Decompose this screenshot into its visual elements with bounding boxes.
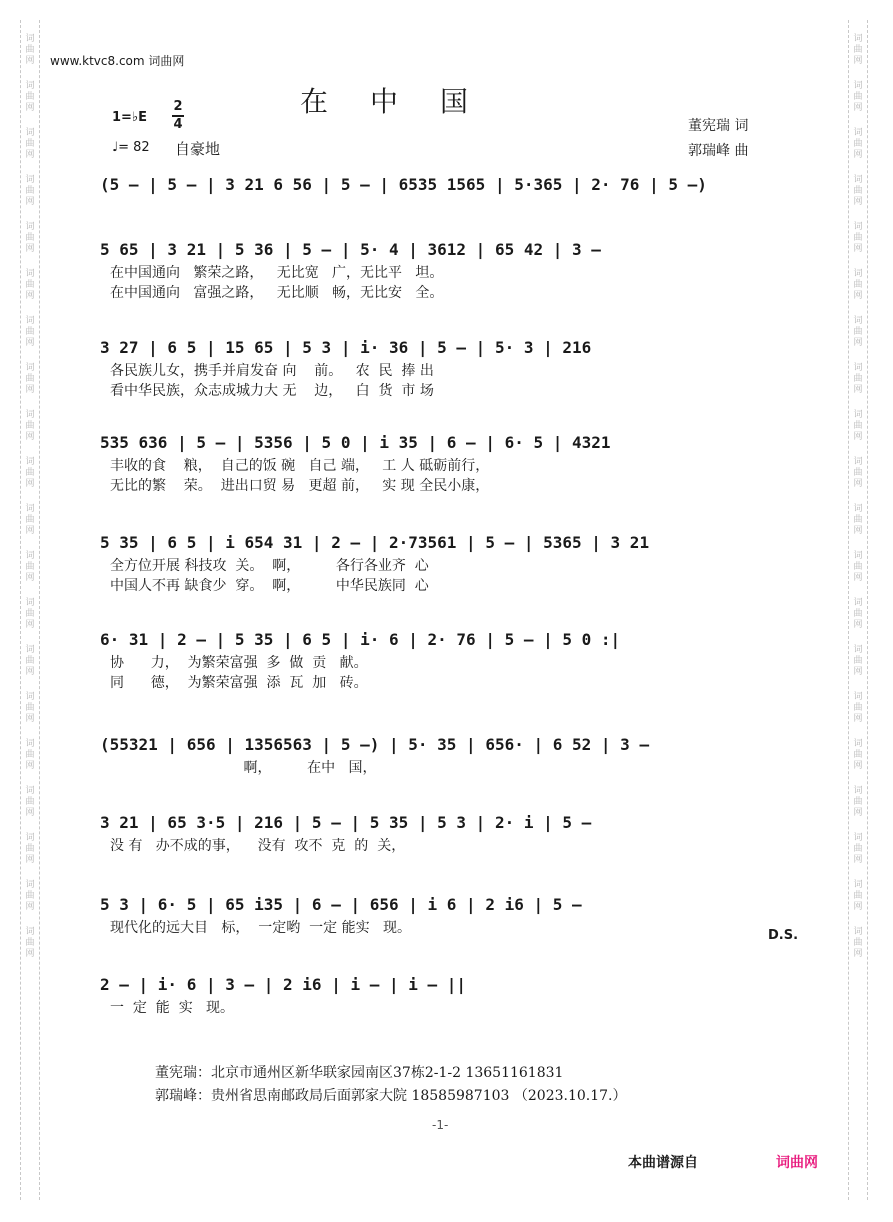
watermark-glyph: 曲 — [853, 656, 863, 666]
watermark-glyph: 网 — [25, 103, 35, 113]
watermark-glyph: 词 — [25, 833, 35, 843]
lyric-line: 各民族儿女，携手并肩发奋 向 前。 农 民 捧 出 — [110, 363, 434, 379]
source-brand[interactable]: 词曲网 — [776, 1155, 818, 1171]
watermark-glyph: 网 — [25, 808, 35, 818]
watermark-glyph: 网 — [853, 338, 863, 348]
watermark-glyph: 网 — [853, 150, 863, 160]
watermark-glyph: 网 — [853, 949, 863, 959]
lyric-line: 丰收的食 粮， 自己的饭 碗 自己 端， 工 人 砥砺前行， — [110, 458, 490, 474]
watermark-glyph: 网 — [853, 808, 863, 818]
lyric-line: 啊， 在中 国， — [110, 760, 377, 776]
watermark-glyph: 词 — [853, 34, 863, 44]
watermark-glyph: 曲 — [853, 750, 863, 760]
watermark-glyph: 曲 — [25, 280, 35, 290]
watermark-glyph: 曲 — [853, 233, 863, 243]
watermark-glyph: 曲 — [25, 844, 35, 854]
watermark-glyph: 曲 — [853, 186, 863, 196]
watermark-glyph: 词 — [25, 504, 35, 514]
staff-line — [100, 433, 785, 495]
watermark-glyph: 词 — [853, 269, 863, 279]
watermark-glyph: 词 — [853, 551, 863, 561]
watermark-glyph: 词 — [25, 316, 35, 326]
watermark-glyph: 网 — [853, 667, 863, 677]
contact-composer: 郭瑞峰：贵州省思南邮政局后面郭家大院 18585987103 （2023.10.17.） — [155, 1088, 627, 1104]
watermark-glyph: 曲 — [853, 797, 863, 807]
song-title: 在中国 — [300, 85, 511, 118]
watermark-glyph: 网 — [853, 197, 863, 207]
lyric-line: 中国人不再 缺食少 穿。 啊， 中华民族同 心 — [110, 578, 429, 594]
watermark-glyph: 曲 — [25, 92, 35, 102]
watermark-glyph: 网 — [25, 949, 35, 959]
watermark-glyph: 词 — [853, 222, 863, 232]
watermark-glyph: 网 — [25, 573, 35, 583]
watermark-glyph: 词 — [853, 833, 863, 843]
watermark-glyph: 网 — [25, 620, 35, 630]
time-signature — [172, 100, 184, 132]
staff-line — [100, 240, 785, 302]
watermark-glyph: 词 — [25, 128, 35, 138]
watermark-glyph: 词 — [853, 81, 863, 91]
watermark-glyph: 曲 — [853, 139, 863, 149]
lyric-line: 全方位开展 科技攻 关。 啊， 各行各业齐 心 — [110, 558, 429, 574]
watermark-glyph: 词 — [25, 692, 35, 702]
watermark-glyph: 曲 — [853, 45, 863, 55]
watermark-glyph: 网 — [25, 338, 35, 348]
watermark-glyph: 网 — [853, 432, 863, 442]
watermark-glyph: 词 — [25, 222, 35, 232]
watermark-glyph: 曲 — [25, 750, 35, 760]
staff-notes: 3 21 | 65 3·5 | 216 | 5 – | 5 35 | 5 3 | 2· i | 5 – — [100, 813, 592, 832]
staff-notes: 5 3 | 6· 5 | 65 i35 | 6 – | 656 | i 6 | 2 i6 | 5 – — [100, 895, 582, 914]
lyric-line: 在中国通向 富强之路， 无比顺 畅，无比安 全。 — [110, 285, 444, 301]
staff-notes: (55321 | 656 | 1356563 | 5 –) | 5· 35 | 656· | 6 52 | 3 – — [100, 735, 650, 754]
watermark-glyph: 词 — [853, 316, 863, 326]
watermark-glyph: 词 — [853, 739, 863, 749]
lyric-line: 无比的繁 荣。 进出口贸 易 更超 前， 实 现 全民小康， — [110, 478, 490, 494]
watermark-glyph: 曲 — [853, 703, 863, 713]
watermark-glyph: 词 — [853, 175, 863, 185]
staff-notes: 5 35 | 6 5 | i 654 31 | 2 – | 2·73561 | 5 – | 5365 | 3 21 — [100, 533, 650, 552]
watermark-glyph: 网 — [853, 573, 863, 583]
watermark-glyph: 网 — [853, 855, 863, 865]
watermark-glyph: 曲 — [853, 280, 863, 290]
staff-notes: 2 – | i· 6 | 3 – | 2 i6 | i – | i – || — [100, 975, 467, 994]
watermark-glyph: 网 — [853, 385, 863, 395]
watermark-glyph: 网 — [25, 244, 35, 254]
contact-lyricist: 董宪瑞：北京市通州区新华联家园南区37栋2-1-2 13651161831 — [155, 1065, 564, 1081]
watermark-glyph: 曲 — [25, 609, 35, 619]
watermark-glyph: 网 — [25, 667, 35, 677]
time-signature-top: 2 — [173, 99, 183, 114]
staff-line — [100, 630, 785, 692]
watermark-glyph: 词 — [853, 880, 863, 890]
watermark-glyph: 词 — [25, 269, 35, 279]
staff-notes: (5 – | 5 – | 3 21 6 56 | 5 – | 6535 1565 | 5·365 | 2· 76 | 5 –) — [100, 175, 707, 194]
watermark-glyph: 网 — [853, 714, 863, 724]
watermark-glyph: 网 — [853, 244, 863, 254]
watermark-glyph: 曲 — [25, 421, 35, 431]
watermark-strip-right — [848, 20, 868, 1200]
watermark-glyph: 网 — [853, 526, 863, 536]
watermark-glyph: 网 — [853, 291, 863, 301]
watermark-glyph: 词 — [25, 927, 35, 937]
lyric-line: 同 德， 为繁荣富强 添 瓦 加 砖。 — [110, 675, 368, 691]
watermark-glyph: 网 — [25, 761, 35, 771]
watermark-glyph: 曲 — [25, 938, 35, 948]
watermark-glyph: 曲 — [25, 374, 35, 384]
watermark-glyph: 曲 — [853, 515, 863, 525]
staff-line — [100, 975, 785, 1017]
watermark-glyph: 词 — [25, 598, 35, 608]
watermark-glyph: 网 — [25, 714, 35, 724]
watermark-glyph: 网 — [25, 479, 35, 489]
watermark-glyph: 词 — [853, 786, 863, 796]
watermark-glyph: 网 — [25, 902, 35, 912]
watermark-glyph: 曲 — [853, 562, 863, 572]
watermark-glyph: 网 — [25, 56, 35, 66]
staff-notes: 6· 31 | 2 – | 5 35 | 6 5 | i· 6 | 2· 76 | 5 – | 5 0 :| — [100, 630, 621, 649]
lyric-line: 在中国通向 繁荣之路， 无比宽 广，无比平 坦。 — [110, 265, 444, 281]
watermark-glyph: 网 — [853, 479, 863, 489]
watermark-glyph: 词 — [853, 692, 863, 702]
watermark-glyph: 曲 — [25, 45, 35, 55]
watermark-glyph: 曲 — [853, 468, 863, 478]
watermark-glyph: 网 — [853, 902, 863, 912]
lyric-line: 看中华民族，众志成城力大 无 边， 白 货 市 场 — [110, 383, 434, 399]
watermark-glyph: 词 — [853, 504, 863, 514]
watermark-glyph: 词 — [25, 786, 35, 796]
watermark-glyph: 网 — [25, 526, 35, 536]
watermark-glyph: 网 — [853, 761, 863, 771]
watermark-glyph: 词 — [853, 927, 863, 937]
watermark-glyph: 词 — [25, 81, 35, 91]
staff-line — [100, 895, 785, 937]
watermark-glyph: 词 — [25, 880, 35, 890]
watermark-glyph: 词 — [25, 457, 35, 467]
staff-line — [100, 533, 785, 595]
watermark-glyph: 曲 — [853, 92, 863, 102]
ds-mark: D.S. — [768, 928, 799, 943]
watermark-glyph: 曲 — [25, 797, 35, 807]
composer-credit: 郭瑞峰 曲 — [688, 143, 749, 159]
staff-line — [100, 175, 785, 197]
watermark-glyph: 网 — [25, 385, 35, 395]
staff-notes: 3 27 | 6 5 | 15 65 | 5 3 | i· 36 | 5 – | 5· 3 | 216 — [100, 338, 592, 357]
lyric-line: 一 定 能 实 现。 — [110, 1000, 235, 1016]
watermark-glyph: 词 — [25, 34, 35, 44]
watermark-glyph: 曲 — [853, 609, 863, 619]
watermark-glyph: 词 — [25, 363, 35, 373]
watermark-glyph: 词 — [853, 128, 863, 138]
watermark-glyph: 曲 — [25, 327, 35, 337]
staff-line — [100, 735, 785, 777]
watermark-glyph: 词 — [25, 551, 35, 561]
watermark-glyph: 曲 — [25, 233, 35, 243]
watermark-glyph: 曲 — [25, 891, 35, 901]
staff-notes: 5 65 | 3 21 | 5 36 | 5 – | 5· 4 | 3612 | 65 42 | 3 – — [100, 240, 601, 259]
staff-line — [100, 813, 785, 855]
watermark-glyph: 曲 — [25, 562, 35, 572]
watermark-glyph: 词 — [853, 457, 863, 467]
watermark-glyph: 曲 — [25, 515, 35, 525]
staff-notes: 535 636 | 5 – | 5356 | 5 0 | i 35 | 6 – | 6· 5 | 4321 — [100, 433, 611, 452]
watermark-glyph: 曲 — [25, 656, 35, 666]
lyric-line: 现代化的远大目 标， 一定哟 一定 能实 现。 — [110, 920, 411, 936]
page-number: -1- — [432, 1118, 449, 1132]
watermark-glyph: 网 — [853, 620, 863, 630]
time-signature-bottom: 4 — [173, 117, 183, 132]
mood-marking: 自豪地 — [175, 140, 221, 158]
watermark-glyph: 词 — [25, 645, 35, 655]
watermark-glyph: 网 — [25, 855, 35, 865]
watermark-glyph: 曲 — [25, 186, 35, 196]
watermark-glyph: 词 — [25, 410, 35, 420]
watermark-glyph: 词 — [25, 739, 35, 749]
watermark-glyph: 网 — [25, 197, 35, 207]
watermark-glyph: 曲 — [853, 327, 863, 337]
watermark-glyph: 曲 — [25, 468, 35, 478]
watermark-glyph: 词 — [853, 410, 863, 420]
watermark-glyph: 曲 — [853, 938, 863, 948]
watermark-glyph: 网 — [25, 150, 35, 160]
watermark-glyph: 词 — [853, 598, 863, 608]
site-url[interactable]: www.ktvc8.com 词曲网 — [50, 54, 185, 68]
watermark-glyph: 词 — [853, 363, 863, 373]
watermark-glyph: 网 — [853, 103, 863, 113]
source-label: 本曲谱源自 — [628, 1155, 698, 1171]
watermark-strip-left — [20, 20, 40, 1200]
watermark-glyph: 曲 — [25, 139, 35, 149]
key-signature: 1=♭E — [112, 110, 147, 125]
watermark-glyph: 曲 — [853, 374, 863, 384]
tempo-marking: ♩= 82 — [112, 140, 150, 155]
lyric-line: 没 有 办不成的事， 没有 攻不 克 的 关， — [110, 838, 406, 854]
watermark-glyph: 曲 — [25, 703, 35, 713]
watermark-glyph: 曲 — [853, 844, 863, 854]
watermark-glyph: 网 — [853, 56, 863, 66]
watermark-glyph: 曲 — [853, 891, 863, 901]
lyric-line: 协 力， 为繁荣富强 多 做 贡 献。 — [110, 655, 368, 671]
lyricist-credit: 董宪瑞 词 — [688, 118, 749, 134]
watermark-glyph: 曲 — [853, 421, 863, 431]
watermark-glyph: 词 — [25, 175, 35, 185]
watermark-glyph: 网 — [25, 291, 35, 301]
watermark-glyph: 网 — [25, 432, 35, 442]
staff-line — [100, 338, 785, 400]
watermark-glyph: 词 — [853, 645, 863, 655]
